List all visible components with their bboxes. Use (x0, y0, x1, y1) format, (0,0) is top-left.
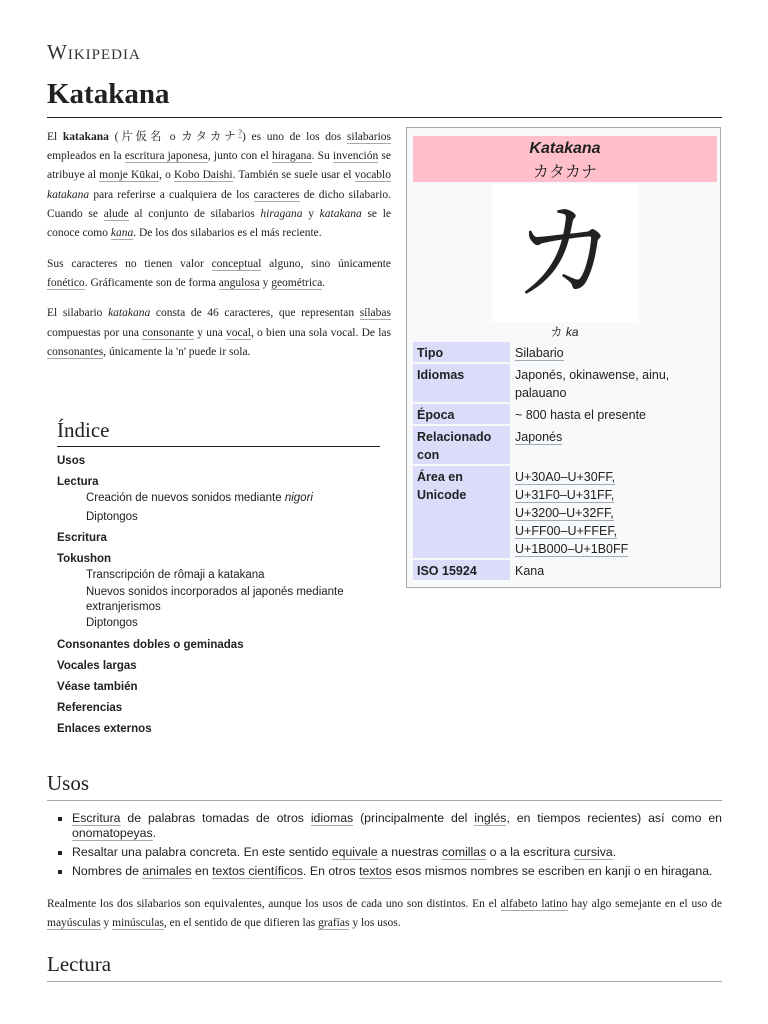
inline-text: , en el sentido de que difieren las (163, 917, 319, 930)
toc-item-consonantes[interactable]: Consonantes dobles o geminadas (57, 639, 244, 651)
infobox-glyph-image[interactable] (492, 184, 638, 322)
toc-item-nuevos-sonidos[interactable]: Nuevos sonidos incorporados al japonés mediante extranjerismos (86, 586, 344, 613)
row-value[interactable]: Japonés, okinawense, ainu, palauano (515, 368, 670, 400)
inline-text: a nuestras (377, 845, 442, 859)
inline-link[interactable]: Escritura (72, 811, 121, 825)
list-item (72, 811, 722, 841)
inline-text: El silabario (47, 307, 109, 320)
infobox-row-unicode (413, 466, 717, 558)
inline-link[interactable]: mayúsculas (47, 917, 101, 930)
infobox-row-relacionado (413, 426, 717, 464)
unicode-range-link[interactable]: U+1B000–U+1B0FF (515, 542, 629, 556)
inline-link[interactable]: fonético (47, 276, 85, 289)
intro-paragraph-3 (47, 304, 391, 362)
inline-link[interactable]: sílabas (359, 307, 391, 320)
inline-link[interactable]: alfabeto latino (500, 898, 568, 910)
inline-text: , únicamente la 'n' puede ir sola. (103, 345, 251, 358)
toc-item-text: Creación de nuevos sonidos mediante (86, 492, 285, 504)
section-divider (47, 981, 722, 982)
usos-list (47, 811, 722, 883)
inline-text: hay algo semejante en el uso de (567, 898, 722, 910)
unicode-range-link[interactable]: U+30A0–U+30FF, (515, 470, 616, 484)
inline-text: katakana (62, 130, 109, 143)
row-label: Tipo (413, 342, 510, 362)
inline-link[interactable]: kana (110, 227, 134, 240)
page-title: Katakana (47, 78, 170, 110)
row-value (513, 342, 713, 364)
inline-text: , o bien una sola vocal. De las (250, 326, 392, 339)
row-label: Relacionado con (413, 426, 510, 464)
infobox-caption (407, 323, 722, 340)
inline-link[interactable]: geométrica (271, 276, 323, 289)
inline-text: El (47, 130, 63, 143)
toc-item-referencias[interactable]: Referencias (57, 702, 123, 714)
inline-link[interactable]: cursiva (573, 845, 613, 859)
inline-text: empleados en la (47, 150, 125, 163)
inline-text: , o (159, 169, 174, 182)
toc-item-tokushon[interactable]: Tokushon (57, 553, 112, 565)
inline-text: y (100, 917, 113, 930)
inline-text: al conjunto de silabarios (128, 208, 261, 221)
inline-link[interactable]: angulosa (218, 276, 260, 289)
row-label: Idiomas (413, 364, 510, 402)
list-item (72, 864, 722, 879)
inline-link[interactable]: minúsculas (112, 917, 164, 930)
inline-link[interactable]: escritura japonesa (124, 150, 208, 163)
intro-paragraph-1 (47, 123, 391, 244)
intro-paragraph-2 (47, 255, 391, 294)
row-value: ~ 800 hasta el presente (515, 408, 646, 422)
inline-link[interactable]: vocablo (354, 169, 391, 182)
infobox-row-epoca (413, 404, 717, 424)
inline-text: de dicho silabario. Cuando se (47, 188, 391, 221)
inline-text: alguno, sino únicamente (261, 257, 391, 270)
inline-text: . (612, 845, 617, 859)
inline-text: o (164, 130, 182, 143)
infobox-row-idiomas (413, 364, 717, 402)
inline-text: 片仮名 (118, 130, 165, 143)
inline-text: de palabras tomadas de otros (120, 811, 311, 825)
row-value (513, 466, 713, 560)
inline-text: ) es uno de los dos (241, 130, 347, 143)
inline-link[interactable]: textos científicos (212, 864, 304, 878)
toc-item-diptongos-2[interactable]: Diptongos (86, 617, 138, 629)
inline-link[interactable]: equivale (331, 845, 378, 859)
row-label: Época (413, 404, 510, 424)
inline-link[interactable]: idiomas (310, 811, 354, 825)
infobox (406, 127, 721, 588)
inline-text: compuestas por una (47, 326, 143, 339)
inline-link[interactable]: onomatopeyas (72, 826, 153, 840)
toc-item-usos[interactable]: Usos (57, 455, 86, 467)
inline-link[interactable]: Kobo Daishi (173, 169, 233, 182)
inline-link[interactable]: animales (142, 864, 192, 878)
inline-text: y (302, 208, 320, 221)
inline-link[interactable]: caracteres (253, 188, 300, 201)
inline-text: katakana (47, 188, 90, 201)
value-link[interactable]: Japonés (515, 430, 563, 444)
toc-item-diptongos[interactable]: Diptongos (86, 511, 138, 523)
inline-text: Realmente los dos silabarios son equivalentes, aunque los usos de cada uno son distintos. En el (47, 898, 501, 910)
inline-text: consta de 46 caracteres, que representan (150, 307, 360, 320)
wikipedia-wordmark[interactable]: Wikipedia (47, 40, 141, 64)
row-value (513, 426, 713, 448)
inline-text: Sus caracteres no tienen valor (47, 257, 212, 270)
infobox-title: Katakana (529, 140, 601, 157)
row-label[interactable]: ISO 15924 (413, 560, 510, 580)
intro-section (47, 123, 391, 373)
toc-divider (57, 446, 380, 447)
inline-text: . (152, 826, 157, 840)
inline-text: . En otros (303, 864, 360, 878)
inline-text: . De los dos silabarios es el más reciente. (133, 227, 322, 240)
usos-paragraph (47, 895, 722, 934)
row-label: Área en Unicode (413, 466, 510, 558)
infobox-header (413, 136, 717, 182)
inline-link[interactable]: consonantes (47, 345, 104, 358)
unicode-range-link[interactable]: U+FF00–U+FFEF, (515, 524, 618, 538)
inline-link[interactable]: comillas (441, 845, 487, 859)
inline-text: . También se suele usar el (232, 169, 355, 182)
inline-text: , junto con el (207, 150, 272, 163)
section-divider (47, 800, 722, 801)
row-value: Kana (515, 564, 545, 578)
inline-text: esos mismos nombres se escriben en kanji o en hiragana. (391, 864, 713, 878)
inline-text: Resaltar una palabra concreta. En este sentido (72, 845, 332, 859)
toc-item-enlaces[interactable]: Enlaces externos (57, 723, 152, 735)
inline-text: ( (108, 130, 119, 143)
toc-item-nigori[interactable] (86, 491, 386, 506)
caption-glyph: カ (550, 325, 563, 339)
toc-item-lectura[interactable]: Lectura (57, 476, 99, 488)
inline-link[interactable]: alude (103, 208, 129, 221)
toc-item-vease[interactable]: Véase también (57, 681, 138, 693)
inline-link[interactable]: hiragana (271, 150, 312, 163)
toc-title: Índice (57, 418, 110, 442)
section-heading-lectura: Lectura (47, 952, 112, 976)
toc-item-em: nigori (284, 492, 313, 504)
inline-text: y los usos. (349, 917, 401, 930)
infobox-subtitle: カタカナ (532, 164, 597, 181)
toc-item-vocales[interactable]: Vocales largas (57, 660, 137, 672)
inline-text: (principalmente del (353, 811, 475, 825)
caption-romaji: ka (565, 325, 579, 339)
inline-text: y una (194, 326, 227, 339)
inline-link[interactable]: monje Kūkai (99, 169, 160, 182)
toc-item-escritura[interactable]: Escritura (57, 532, 107, 544)
inline-text: hiragana (260, 208, 303, 221)
inline-text: o a la escritura (486, 845, 574, 859)
katakana-ka-glyph: カ (512, 192, 617, 314)
inline-text: y (259, 276, 272, 289)
inline-text: se le conoce como (47, 208, 391, 240)
section-heading-usos: Usos (47, 771, 90, 795)
unicode-range-link[interactable]: U+3200–U+32FF, (515, 506, 614, 520)
list-item (72, 845, 722, 860)
inline-link[interactable]: conceptual (211, 257, 262, 270)
inline-text: . Su (311, 150, 333, 163)
inline-text: . Gráficamente son de forma (84, 276, 219, 289)
inline-text: katakana (108, 307, 151, 320)
infobox-row-iso (413, 560, 717, 580)
inline-link[interactable]: inglés (474, 811, 507, 825)
inline-link[interactable]: grafías (318, 917, 350, 930)
inline-link[interactable]: consonante (142, 326, 194, 339)
inline-text: . (322, 276, 326, 289)
inline-text: Nombres de (72, 864, 143, 878)
inline-text: katakana (319, 208, 362, 221)
inline-text: se atribuye al (47, 150, 391, 182)
infobox-row-tipo (413, 342, 717, 362)
inline-text: en (191, 864, 213, 878)
inline-text: para referirse a cualquiera de los (89, 188, 254, 201)
toc-item-transcripcion[interactable]: Transcripción de rômaji a katakana (86, 569, 265, 581)
inline-link[interactable]: silabarios (346, 130, 391, 143)
unicode-range-link[interactable]: U+31F0–U+31FF, (515, 488, 615, 502)
title-divider (47, 117, 722, 118)
value-link[interactable]: Silabario (515, 346, 564, 360)
inline-link[interactable]: textos (359, 864, 392, 878)
inline-link[interactable]: vocal (226, 326, 251, 339)
inline-link[interactable]: invención (332, 150, 379, 163)
inline-text: カタカナ (181, 130, 239, 143)
inline-link[interactable]: ? (238, 128, 242, 137)
inline-text: , en tiempos recientes) así como en (506, 811, 722, 825)
